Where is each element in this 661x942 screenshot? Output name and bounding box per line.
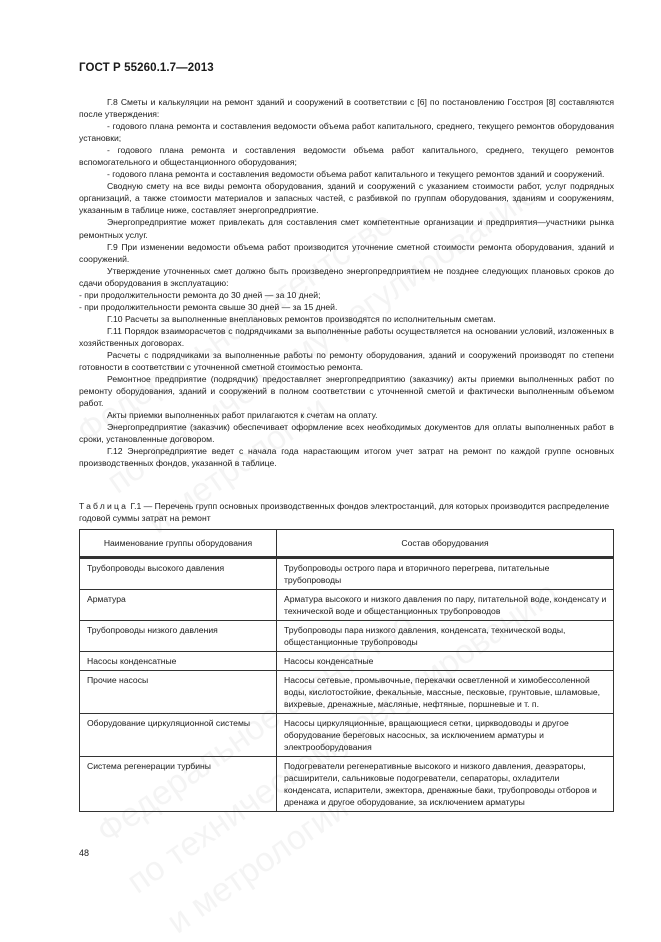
paragraph: Г.10 Расчеты за выполненные внеплановых ремонтов производятся по исполнительным сметам.	[107, 313, 496, 324]
body-text	[79, 96, 614, 469]
table-cell: Арматура высокого и низкого давления по пару, питательной воде, конденсату и технической воде и общестанционных трубопроводов	[277, 590, 614, 621]
paragraph: - годового плана ремонта и составления ведомости объема работ капитального, среднего, текущего ремонтов вспомогательного и общестанционного оборудования;	[79, 145, 614, 168]
paragraph: Сводную смету на все виды ремонта оборудования, зданий и сооружений с указанием стоимости работ, услуг подрядных организаций, а также стоимости материалов и запасных частей, с разбивкой по группам оборудования, зданиям и сооружениям, указанным в таблице ниже, составляет энергопредприятие.	[79, 181, 614, 216]
table-cell: Насосы сетевые, промывочные, перекачки осветленной и химобессоленной воды, кислотостойкие, фекальные, массные, песковые, грунтовые, шламовые, вихревые, дренажные, масляные, нефтяные, поршневые и т. п.	[277, 671, 614, 714]
paragraph: - годового плана ремонта и составления ведомости объема работ капитального и текущего ремонтов зданий и сооружений.	[107, 169, 605, 180]
table-cell: Арматура	[80, 590, 277, 621]
paragraph: Г.12 Энергопредприятие ведет с начала года нарастающим итогом учет затрат на ремонт по каждой группе основных производственных фондов, указанной в таблице.	[79, 446, 614, 469]
column-header-composition: Состав оборудования	[277, 530, 614, 558]
paragraph: Энергопредприятие (заказчик) обеспечивает оформление всех необходимых документов для оплаты выполненных работ в сроки, установленные договором.	[79, 422, 614, 445]
table-caption-text: Г.1 — Перечень групп основных производственных фондов электростанций, для которых производится распределение годовой суммы затрат на ремонт	[79, 501, 610, 523]
paragraph: Г.9 При изменении ведомости объема работ производится уточнение сметной стоимости ремонта оборудования, зданий и сооружений.	[79, 241, 614, 264]
table-row	[80, 714, 614, 757]
equipment-groups-table	[79, 529, 614, 812]
table-row	[80, 621, 614, 652]
table-cell: Оборудование циркуляционной системы	[80, 714, 277, 757]
table-cell: Трубопроводы острого пара и вторичного перегрева, питательные трубопроводы	[277, 559, 614, 590]
paragraph: Ремонтное предприятие (подрядчик) предоставляет энергопредприятию (заказчику) акты приемки выполненных работ по ремонту оборудования, зданий и сооружений в полном соответствии с уточненной сметой и фактически выполненным объемом работ.	[79, 374, 614, 409]
table-cell: Насосы циркуляционные, вращающиеся сетки, циркводоводы и другое оборудование береговых насосных, за исключением арматуры и электрооборудования	[277, 714, 614, 757]
paragraph: Утверждение уточненных смет должно быть произведено энергопредприятием не позднее следующих плановых сроков до сдачи оборудования в эксплуатацию:	[79, 265, 614, 288]
paragraph: Энергопредприятие может привлекать для составления смет компетентные организации и предприятия—участники рынка ремонтных услуг.	[79, 217, 614, 240]
page-number: 48	[79, 848, 90, 858]
table-row	[80, 652, 614, 671]
document-header: ГОСТ Р 55260.1.7—2013	[79, 62, 214, 74]
table-cell: Система регенерации турбины	[80, 757, 277, 812]
paragraph: Г.8 Сметы и калькуляции на ремонт зданий и сооружений в соответствии с [6] по постановлению Госстроя [8] составляются после утверждения:	[79, 97, 614, 120]
table-cell: Трубопроводы пара низкого давления, конденсата, технической воды, общестанционные трубопроводы	[277, 621, 614, 652]
table-cell: Трубопроводы высокого давления	[80, 559, 277, 590]
paragraph: Г.11 Порядок взаиморасчетов с подрядчиками за выполненные работы осуществляется на основании условий, изложенных в хозяйственных договорах.	[79, 325, 614, 348]
table-cell: Насосы конденсатные	[277, 652, 614, 671]
paragraph: - годового плана ремонта и составления ведомости объема работ капитального, среднего, текущего ремонтов оборудования установки;	[79, 121, 614, 144]
paragraph: - при продолжительности ремонта до 30 дней — за 10 дней;	[79, 289, 321, 300]
paragraph: Акты приемки выполненных работ прилагаются к счетам на оплату.	[107, 410, 378, 421]
table-row	[80, 590, 614, 621]
table-row	[80, 671, 614, 714]
table-caption	[79, 500, 614, 524]
table-cell: Прочие насосы	[80, 671, 277, 714]
table-row	[80, 559, 614, 590]
column-header-group: Наименование группы оборудования	[80, 530, 277, 558]
table-cell: Подогреватели регенеративные высокого и низкого давления, деаэраторы, расширители, сальниковые подогреватели, сепараторы, охладители конденсата, испарители, эжектора, дренажные баки, трубопроводы отборов и дренажа и другое оборудование, за исключением арматуры	[277, 757, 614, 812]
table-row	[80, 757, 614, 812]
table-cell: Насосы конденсатные	[80, 652, 277, 671]
table-cell: Трубопроводы низкого давления	[80, 621, 277, 652]
paragraph: - при продолжительности ремонта свыше 30 дней — за 15 дней.	[79, 301, 338, 312]
table-header-row	[80, 530, 614, 558]
paragraph: Расчеты с подрядчиками за выполненные работы по ремонту оборудования, зданий и сооружений производят по степени готовности в соответствии с уточненной сметной стоимостью ремонта.	[79, 349, 614, 373]
table-caption-label: Таблица	[79, 501, 129, 511]
